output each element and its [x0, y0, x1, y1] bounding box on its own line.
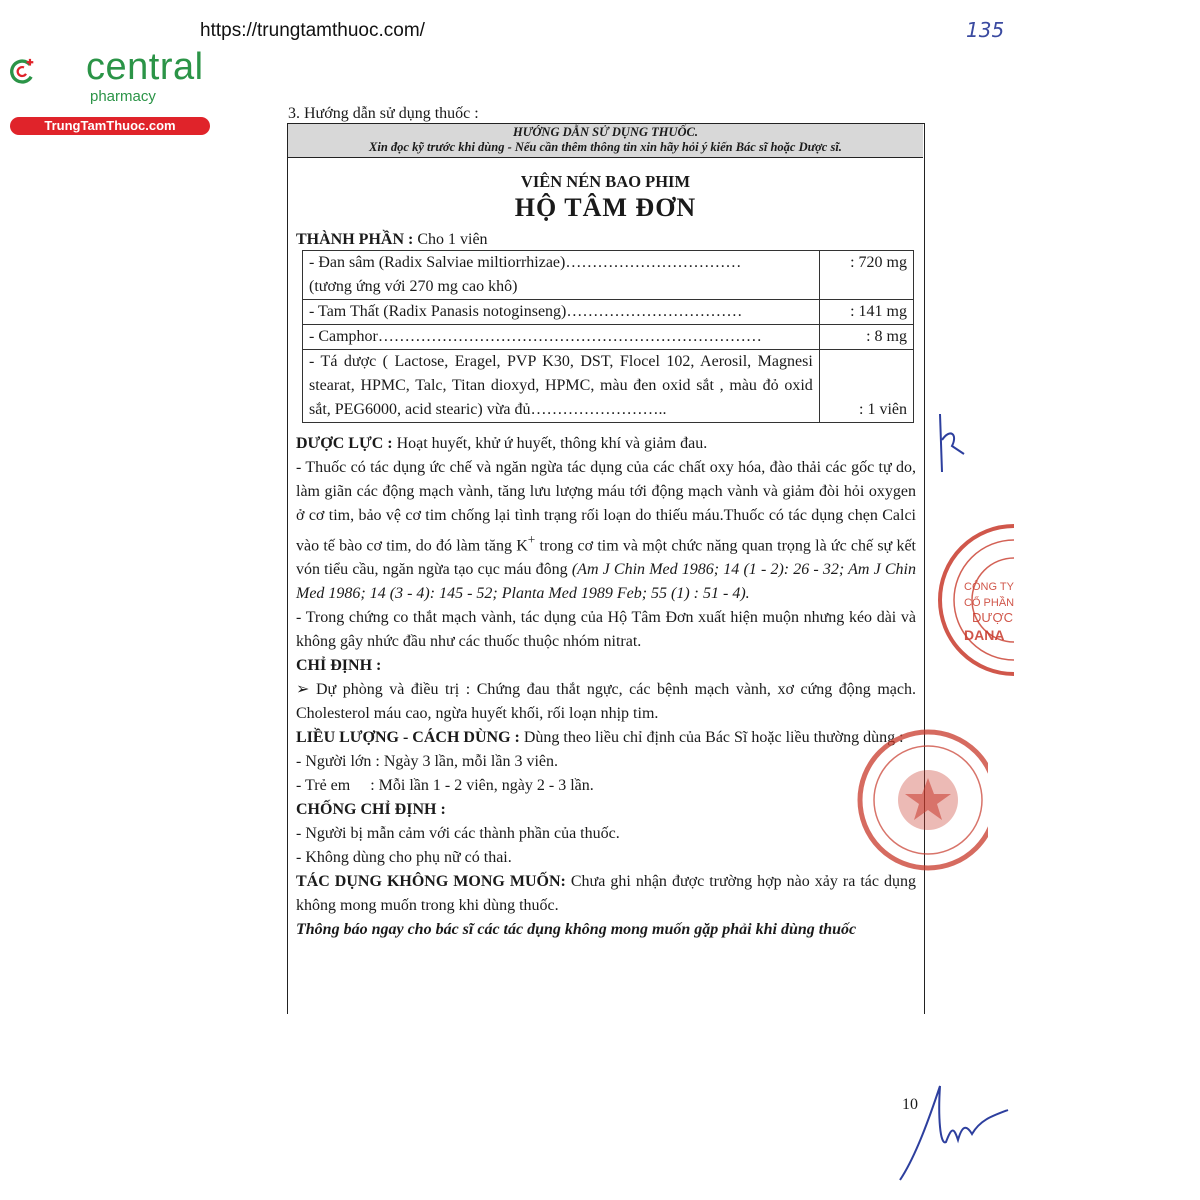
ingredient-note: (tương ứng với 270 mg cao khô) — [309, 278, 518, 295]
contraindications-heading: CHỐNG CHỈ ĐỊNH : — [296, 801, 446, 819]
ingredient-amount: : 141 mg — [819, 300, 913, 325]
potassium-superscript: + — [527, 532, 536, 547]
pharmacodynamics-text-cont: trong cơ tim và một chức năng quan trọng là ức chế sự kết vón tiểu cầu, ngăn ngừa tạo cục máu đông — [296, 537, 916, 579]
table-row — [303, 350, 914, 423]
composition-heading-line — [296, 228, 488, 252]
ingredient-name: - Đan sâm (Radix Salviae miltiorrhizae)…………………………… — [309, 254, 742, 271]
ingredient-name: - Camphor……………………………………………………………… — [309, 328, 762, 345]
logo-badge[interactable]: TrungTamThuoc.com — [10, 117, 210, 135]
dosage-adult: - Người lớn : Ngày 3 lần, mỗi lần 3 viên. — [296, 753, 558, 771]
dosage-lead-line — [296, 726, 916, 750]
table-row — [303, 251, 914, 300]
dosage-child: - Trẻ em : Mỗi lần 1 - 2 viên, ngày 2 - 3 lần. — [296, 777, 594, 795]
dosage-heading: LIỀU LƯỢNG - CÁCH DÙNG : — [296, 729, 520, 747]
indications-text: ➢ Dự phòng và điều trị : Chứng đau thắt ngực, các bệnh mạch vành, xơ cứng động mạch. Cholesterol máu cao, ngừa huyết khối, rối loạn nhịp tim. — [296, 681, 916, 723]
dosage-lead: Dùng theo liều chỉ định của Bác Sĩ hoặc liều thường dùng : — [519, 729, 904, 747]
ingredient-cell — [303, 251, 820, 300]
logo-subtitle: pharmacy — [90, 88, 156, 105]
product-name: HỘ TÂM ĐƠN — [514, 193, 697, 222]
pharmacodynamics-paragraph — [296, 456, 916, 606]
pharmacodynamics-references: (Am J Chin Med 1986; 14 (1 - 2): 26 - 32; Am J Chin Med 1986; 14 (3 - 4): 145 - 52; Planta Med 1989 Feb; 55 (1) : 51 - 4). — [296, 561, 916, 603]
leaflet-header-note: Xin đọc kỹ trước khi dùng - Nếu cần thêm thông tin xin hãy hỏi ý kiến Bác sĩ hoặc Dược sĩ. — [369, 140, 842, 154]
pharmacodynamics-lead: Hoạt huyết, khử ứ huyết, thông khí và giảm đau. — [392, 435, 708, 452]
side-effects-line — [296, 870, 916, 918]
side-effects-heading: TÁC DỤNG KHÔNG MONG MUỐN: — [296, 873, 566, 891]
initials-signature-icon — [934, 410, 974, 480]
ingredient-amount: : 720 mg — [819, 251, 913, 300]
indications-heading: CHỈ ĐỊNH : — [296, 657, 382, 675]
ingredient-name: - Tam Thất (Radix Panasis notoginseng)…………………………… — [309, 303, 743, 320]
table-row — [303, 325, 914, 350]
ingredient-amount: : 1 viên — [819, 350, 913, 423]
pharmacodynamics-heading: DƯỢC LỰC : — [296, 435, 393, 452]
svg-text:CÔNG TY: CÔNG TY — [964, 581, 1014, 593]
contraindication-item: - Không dùng cho phụ nữ có thai. — [296, 849, 512, 867]
table-row — [303, 300, 914, 325]
section-title: 3. Hướng dẫn sử dụng thuốc : — [288, 105, 479, 122]
svg-text:CỔ PHẦN: CỔ PHẦN — [964, 597, 1014, 609]
logo-wordmark: central — [86, 46, 204, 88]
ingredient-cell — [303, 325, 820, 350]
official-seal-icon — [838, 720, 988, 880]
handwritten-page-number: 135 — [966, 18, 1005, 42]
pharmacodynamics-section — [296, 432, 916, 942]
svg-text:DANA: DANA — [964, 627, 1005, 643]
site-url[interactable]: https://trungtamthuoc.com/ — [200, 20, 425, 41]
leaflet-header-title: HƯỚNG DẪN SỬ DỤNG THUỐC. — [512, 125, 698, 139]
ingredient-amount: : 8 mg — [819, 325, 913, 350]
pharmacodynamics-text: - Thuốc có tác dụng ức chế và ngăn ngừa tác dụng của các chất oxy hóa, đào thải các gốc tự do, làm giãn các động mạch vành, tăng lưu lượng máu tới động mạch vành và giảm đòi hỏi oxygen ở cơ tim, bảo vệ cơ tim chống lại tình trạng rối loạn do thiếu máu.Thuốc có tác dụng chẹn Calci vào tế bào cơ tim, do đó làm tăng K — [296, 459, 916, 555]
ingredient-cell — [303, 350, 820, 423]
side-effects-text: Chưa ghi nhận được trường hợp nào xảy ra tác dụng không mong muốn trong khi dùng thuốc. — [296, 873, 916, 915]
company-stamp-icon — [924, 520, 1014, 680]
page-number: 10 — [902, 1096, 918, 1113]
composition-heading: THÀNH PHẦN : — [296, 231, 414, 248]
side-effects-notice: Thông báo ngay cho bác sĩ các tác dụng không mong muốn gặp phải khi dùng thuốc — [296, 921, 857, 939]
composition-table — [302, 250, 914, 423]
svg-text:DƯỢC: DƯỢC — [972, 610, 1014, 625]
composition-heading-rest: Cho 1 viên — [413, 231, 488, 248]
pharmacodynamics-paragraph-2: - Trong chứng co thắt mạch vành, tác dụng của Hộ Tâm Đơn xuất hiện muộn nhưng kéo dài và không gây nhức đầu như các thuốc thuộc nhóm nitrat. — [296, 609, 916, 651]
ingredient-name: - Tá dược ( Lactose, Eragel, PVP K30, DST, Flocel 102, Aerosil, Magnesi stearat, HPMC, Talc, Titan dioxyd, HPMC, màu đen oxid sắt , màu đỏ oxid sắt, PEG6000, acid stearic) vừa đủ…………………….. — [309, 353, 813, 418]
product-subtitle: VIÊN NÉN BAO PHIM — [520, 172, 691, 191]
signature-icon — [896, 1076, 1016, 1186]
central-pharmacy-logo-icon — [8, 36, 88, 116]
ingredient-cell — [303, 300, 820, 325]
leaflet-header-band — [288, 124, 923, 158]
pharmacodynamics-lead-line — [296, 432, 916, 456]
contraindication-item: - Người bị mẫn cảm với các thành phần của thuốc. — [296, 825, 620, 843]
